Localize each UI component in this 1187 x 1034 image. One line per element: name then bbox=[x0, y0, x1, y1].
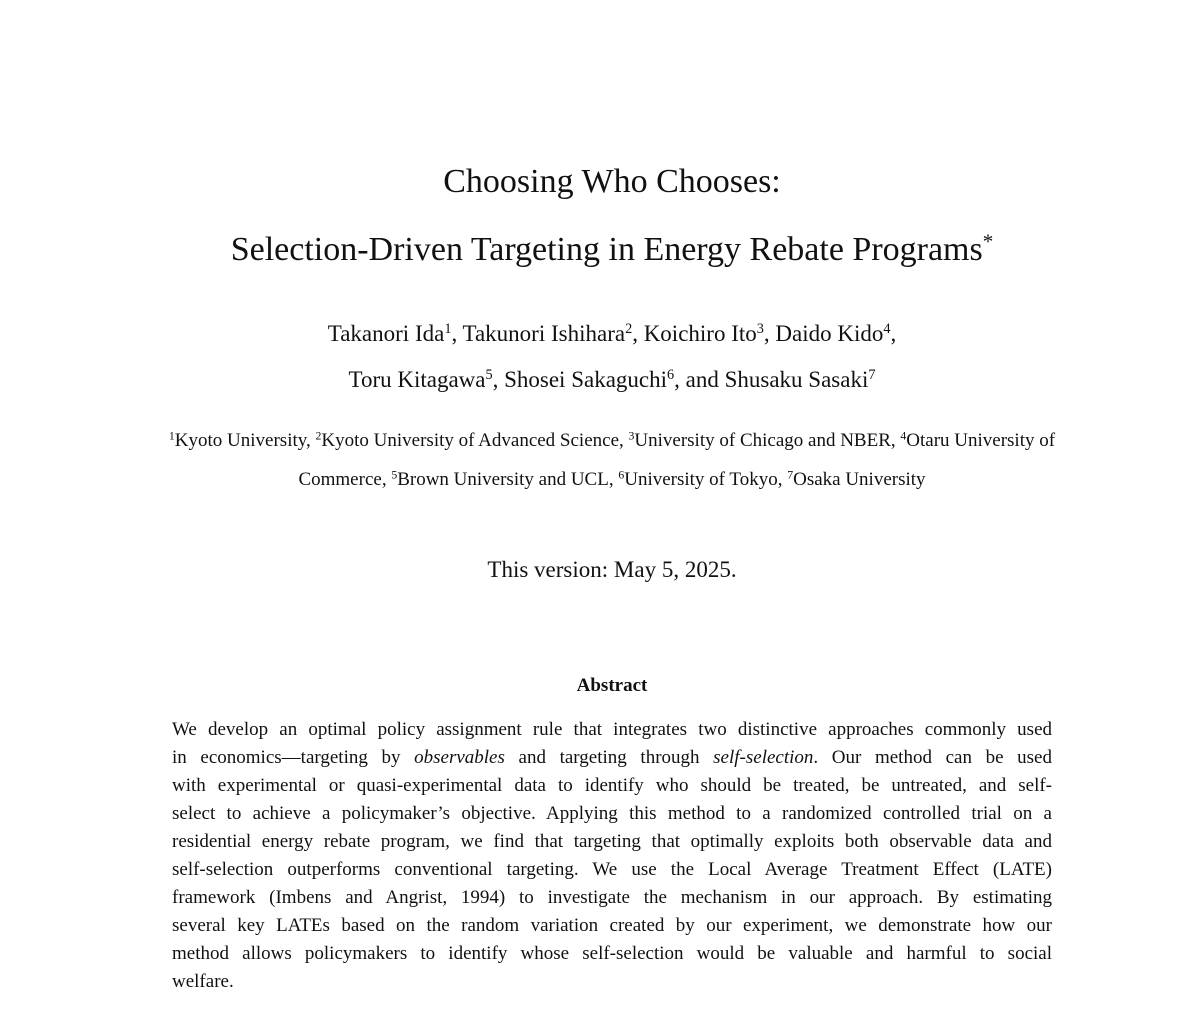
abstract-line bbox=[172, 828, 1052, 856]
affiliation-number: 2 bbox=[315, 429, 322, 443]
abstract-text: method allows policymakers to identify whose self-selection would be valuable and harmful to social bbox=[172, 943, 1052, 964]
affiliations-line-1: $^1$Kyoto University, $^2$Kyoto University of Advanced Science, $^3$University of Chicago and NBER, $^4$Otaru University of bbox=[168, 429, 1056, 451]
affiliation-name: Brown University and UCL bbox=[397, 469, 609, 490]
author-name: Shosei Sakaguchi bbox=[504, 367, 668, 392]
abstract-text: framework (Imbens and Angrist, 1994) to investigate the mechanism in our approach. By estimating bbox=[172, 887, 1052, 908]
authors-line-2: Toru Kitagawa$^5$, Shosei Sakaguchi$^6$, and Shusaku Sasaki$^7$ bbox=[348, 367, 876, 392]
affiliations-line-2: Commerce, $^5$Brown University and UCL, $^6$University of Tokyo, $^7$Osaka University bbox=[298, 468, 926, 490]
author-affiliation-mark: 7 bbox=[868, 367, 876, 384]
affiliation-number: 3 bbox=[628, 429, 635, 443]
abstract-text: welfare. bbox=[172, 971, 234, 992]
author-affiliation-mark: 2 bbox=[625, 321, 633, 338]
abstract-emphasis: observables bbox=[414, 747, 505, 768]
paper-title-line-1 bbox=[0, 162, 1187, 202]
abstract-text: select to achieve a policymaker’s objective. Applying this method to a randomized controlled trial on a bbox=[172, 803, 1052, 824]
abstract-line bbox=[172, 744, 1052, 772]
affiliation-name: Osaka University bbox=[793, 469, 926, 490]
abstract-emphasis: self-selection bbox=[713, 747, 814, 768]
author-name: Takunori Ishihara bbox=[462, 321, 626, 346]
abstract-text: and targeting through bbox=[504, 747, 714, 768]
author-affiliation-mark: 4 bbox=[883, 321, 891, 338]
abstract-text: . Our method can be used bbox=[813, 747, 1052, 768]
affiliation-number: 5 bbox=[391, 468, 398, 482]
affiliation-name: Commerce bbox=[298, 469, 382, 490]
abstract-text: We develop an optimal policy assignment rule that integrates two distinctive approaches commonly used bbox=[172, 719, 1052, 740]
title-text-1: Choosing Who Chooses: bbox=[443, 163, 781, 200]
version-date: This version: May 5, 2025. bbox=[487, 557, 737, 582]
abstract-text: self-selection outperforms conventional targeting. We use the Local Average Treatment Effect (LATE) bbox=[172, 859, 1052, 880]
title-footnote-mark: * bbox=[982, 229, 994, 254]
abstract-text: several key LATEs based on the random variation created by our experiment, we demonstrate how our bbox=[172, 915, 1052, 936]
affiliation-number: 1 bbox=[168, 429, 175, 443]
abstract-line bbox=[172, 940, 1052, 968]
abstract-line bbox=[172, 772, 1052, 800]
paper-title-line-2 bbox=[0, 230, 1187, 270]
affiliation-number: 4 bbox=[900, 429, 907, 443]
abstract-body bbox=[172, 716, 1052, 996]
authors-conjunction: and bbox=[685, 367, 719, 392]
affiliation-number: 7 bbox=[787, 468, 794, 482]
abstract-heading: Abstract bbox=[576, 675, 648, 696]
author-affiliation-mark: 6 bbox=[667, 367, 675, 384]
author-affiliation-mark: 1 bbox=[444, 321, 452, 338]
abstract-text: residential energy rebate program, we find that targeting that optimally exploits both observable data and bbox=[172, 831, 1052, 852]
affiliation-name: Kyoto University bbox=[174, 430, 307, 451]
authors-line-1: Takanori Ida$^1$, Takunori Ishihara$^2$, Koichiro Ito$^3$, Daido Kido$^4$, bbox=[327, 321, 897, 346]
affiliation-name: Otaru University of bbox=[906, 430, 1056, 451]
author-name: Takanori Ida bbox=[327, 321, 445, 346]
abstract-text: in economics—targeting by bbox=[172, 747, 415, 768]
abstract-line bbox=[172, 912, 1052, 940]
author-affiliation-mark: 3 bbox=[756, 321, 764, 338]
abstract-line bbox=[172, 716, 1052, 744]
author-name: Koichiro Ito bbox=[643, 321, 757, 346]
affiliation-number: 6 bbox=[618, 468, 625, 482]
affiliation-name: Kyoto University of Advanced Science bbox=[321, 430, 620, 451]
author-name: Shusaku Sasaki bbox=[724, 367, 869, 392]
author-affiliation-mark: 5 bbox=[485, 367, 493, 384]
abstract-line bbox=[172, 856, 1052, 884]
author-name: Daido Kido bbox=[775, 321, 884, 346]
abstract-text: with experimental or quasi-experimental data to identify who should be treated, be untreated, and self- bbox=[172, 775, 1052, 796]
abstract-line bbox=[172, 884, 1052, 912]
affiliation-name: University of Tokyo bbox=[624, 469, 778, 490]
abstract-line bbox=[172, 968, 1052, 996]
abstract-line bbox=[172, 800, 1052, 828]
title-text-2: Selection-Driven Targeting in Energy Rebate Programs bbox=[230, 231, 983, 268]
affiliation-name: University of Chicago and NBER bbox=[634, 430, 891, 451]
author-name: Toru Kitagawa bbox=[348, 367, 486, 392]
